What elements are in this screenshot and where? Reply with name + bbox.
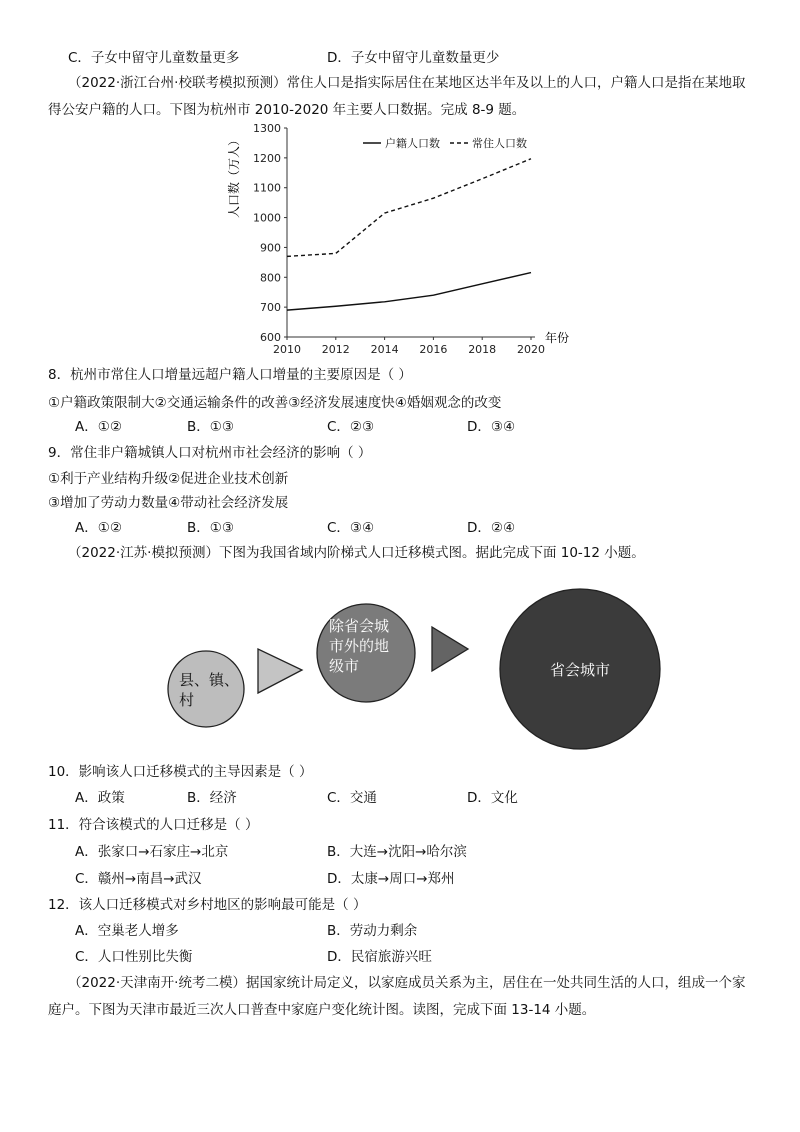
- y-tick-label: 600: [260, 331, 281, 344]
- mid-circle-label-line2: 市外的地: [329, 637, 390, 655]
- arrow-triangle-1: [258, 649, 302, 693]
- q11-stem: 11．符合该模式的人口迁移是（ ）: [48, 817, 259, 833]
- mid-circle-label-line1: 除省会城: [329, 617, 390, 635]
- q8-option-d: D．③④: [467, 419, 516, 435]
- mid-circle-label-line3: 级市: [329, 657, 360, 675]
- y-tick-label: 1000: [253, 211, 281, 225]
- q11-option-d: D．太康→周口→郑州: [327, 871, 455, 887]
- x-tick-label: 2014: [370, 343, 399, 356]
- legend-label-1: 常住人口数: [472, 137, 527, 150]
- small-circle-label-line2: 村: [179, 691, 195, 709]
- intro-paragraph-tianjin: （2022·天津南开·统考二模）据国家统计局定义，以家庭成员关系为主，居住在一处共同生活的人口，组成一个家庭户。下图为天津市最近三次人口普查中家庭户变化统计图。读图，完成下面 13-14 小题。: [48, 975, 746, 1018]
- q10-option-c: C．交通: [327, 790, 377, 806]
- q8-items: ①户籍政策限制大②交通运输条件的改善③经济发展速度快④婚姻观念的改变: [48, 395, 502, 411]
- q11-option-a: A．张家口→石家庄→北京: [75, 844, 229, 860]
- chart-axes: [287, 128, 535, 337]
- q9-option-c: C．③④: [327, 520, 375, 536]
- x-tick-label: 2016: [419, 343, 448, 356]
- q9-option-b: B．①③: [187, 520, 234, 536]
- y-tick-label: 1100: [253, 181, 281, 195]
- y-tick-label: 700: [260, 301, 281, 315]
- y-axis-label: 人口数（万人）: [227, 133, 241, 219]
- q8-option-b: B．①③: [187, 419, 234, 435]
- county-town-village-circle: [168, 651, 244, 727]
- q8-stem: 8．杭州市常住人口增量远超户籍人口增量的主要原因是（ ）: [48, 367, 412, 383]
- x-axis-label: 年份: [545, 331, 570, 345]
- intro-paragraph-jiangsu: （2022·江苏·模拟预测）下图为我国省域内阶梯式人口迁移模式图。据此完成下面 10-12 小题。: [68, 545, 645, 561]
- intro-paragraph-hangzhou: （2022·浙江台州·校联考模拟预测）常住人口是指实际居住在某地区达半年及以上的人口，户籍人口是指在某地取得公安户籍的人口。下图为杭州市 2010-2020 年主要人口数据。完成 8-9 题。: [48, 75, 746, 118]
- migration-diagram: [150, 585, 670, 760]
- x-tick-label: 2010: [273, 343, 301, 356]
- q9-items-2: ③增加了劳动力数量④带动社会经济发展: [48, 495, 289, 511]
- chart-tick-labels: [253, 122, 545, 356]
- q12-option-a: A．空巢老人增多: [75, 923, 179, 939]
- series-line-registered: [287, 273, 531, 311]
- big-circle-label: 省会城市: [549, 661, 611, 679]
- q9-stem: 9．常住非户籍城镇人口对杭州市社会经济的影响（ ）: [48, 445, 372, 461]
- q8-option-c: C．②③: [327, 419, 375, 435]
- y-tick-label: 900: [260, 241, 281, 255]
- q12-option-d: D．民宿旅游兴旺: [327, 949, 432, 965]
- q7-option-c: C．子女中留守儿童数量更多: [68, 50, 240, 66]
- q10-option-a: A．政策: [75, 790, 125, 806]
- q8-option-a: A．①②: [75, 419, 122, 435]
- y-tick-label: 800: [260, 271, 281, 285]
- q9-option-d: D．②④: [467, 520, 516, 536]
- q11-option-b: B．大连→沈阳→哈尔滨: [327, 844, 467, 860]
- q12-option-c: C．人口性别比失衡: [75, 949, 193, 965]
- q11-option-c: C．赣州→南昌→武汉: [75, 871, 202, 887]
- q10-stem: 10．影响该人口迁移模式的主导因素是（ ）: [48, 764, 313, 780]
- x-tick-label: 2020: [517, 343, 545, 356]
- x-tick-label: 2012: [321, 343, 350, 356]
- chart-series-lines: [287, 159, 531, 310]
- y-tick-label: 1200: [253, 151, 281, 165]
- legend-label-0: 户籍人口数: [385, 137, 440, 150]
- small-circle-label-line1: 县、镇、: [179, 671, 240, 689]
- x-tick-label: 2018: [468, 343, 497, 356]
- q12-option-b: B．劳动力剩余: [327, 923, 418, 939]
- population-line-chart: [225, 118, 585, 358]
- q7-option-d: D．子女中留守儿童数量更少: [327, 50, 500, 66]
- q10-option-d: D．文化: [467, 790, 518, 806]
- q12-stem: 12．该人口迁移模式对乡村地区的影响最可能是（ ）: [48, 897, 367, 913]
- q9-items-1: ①利于产业结构升级②促进企业技术创新: [48, 471, 289, 487]
- chart-legend: [363, 136, 527, 150]
- q9-option-a: A．①②: [75, 520, 122, 536]
- q10-option-b: B．经济: [187, 790, 237, 806]
- arrow-triangle-2: [432, 627, 468, 671]
- y-tick-label: 1300: [253, 122, 281, 135]
- series-line-resident: [287, 159, 531, 257]
